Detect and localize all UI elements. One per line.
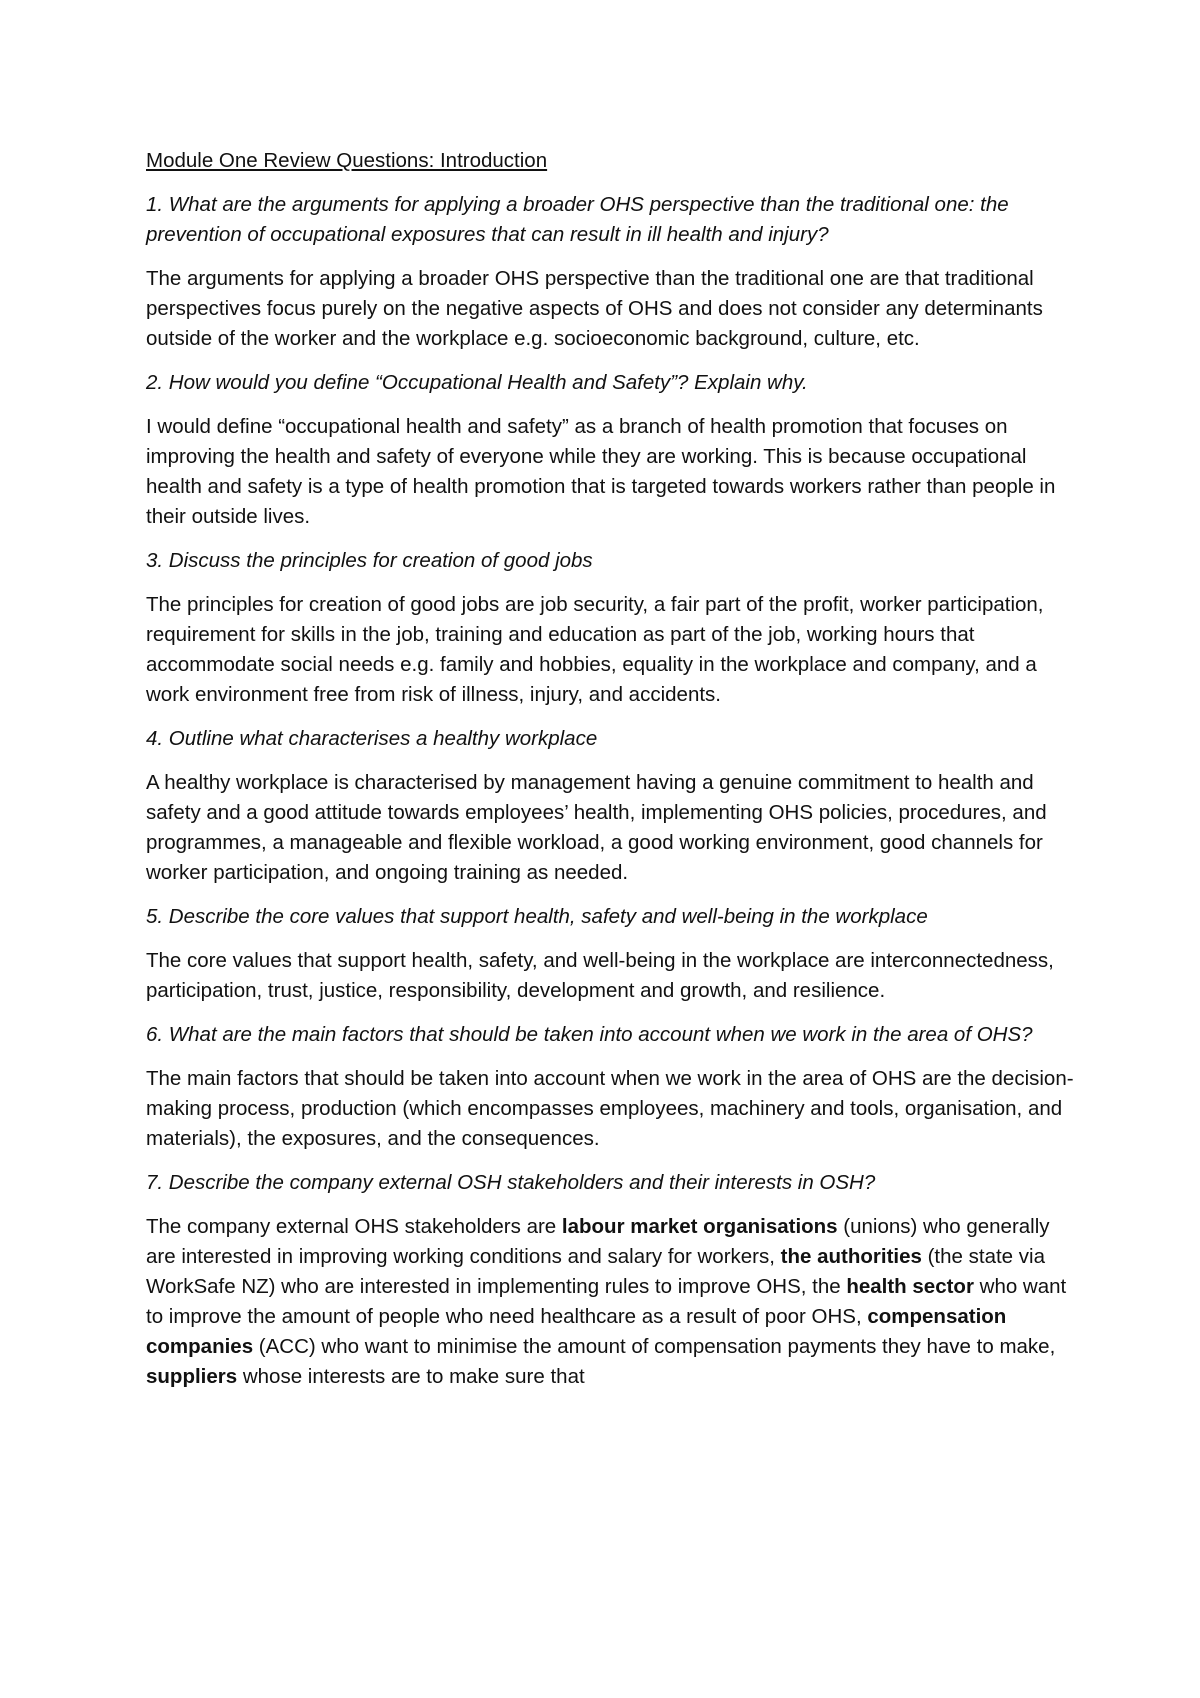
answer-7-text-4: who want to improve the amount of people who need healthcare as a result of poor OHS, <box>146 1275 1067 1328</box>
answer-7-bold-5: suppliers <box>146 1365 238 1388</box>
answer-6: The main factors that should be taken into account when we work in the area of OHS are the decision-making process, production (which encompasses employees, machinery and tools, organisation, and materials), the exposures, and the consequences. <box>146 1067 1074 1150</box>
answer-7-text-2: (unions) who generally are interested in improving working conditions and salary for workers, <box>146 1215 1050 1268</box>
answer-7-bold-3: health sector <box>846 1275 974 1298</box>
question-1: 1. What are the arguments for applying a broader OHS perspective than the traditional one: the prevention of occupational exposures that can result in ill health and injury? <box>146 193 1009 246</box>
question-2: 2. How would you define “Occupational Health and Safety”? Explain why. <box>146 371 808 394</box>
question-5: 5. Describe the core values that support health, safety and well-being in the workplace <box>146 905 928 928</box>
document-title: Module One Review Questions: Introduction <box>146 149 548 172</box>
answer-1: The arguments for applying a broader OHS perspective than the traditional one are that traditional perspectives focus purely on the negative aspects of OHS and does not consider any determinants outside of the worker and the workplace e.g. socioeconomic background, culture, etc. <box>146 267 1043 350</box>
question-3: 3. Discuss the principles for creation of good jobs <box>146 549 593 572</box>
answer-4: A healthy workplace is characterised by management having a genuine commitment to health and safety and a good attitude towards employees’ health, implementing OHS policies, procedures, and programmes, a manageable and flexible workload, a good working environment, good channels for worker participation, and ongoing training as needed. <box>146 771 1047 884</box>
answer-7-bold-1: labour market organisations <box>561 1215 838 1238</box>
answer-7-bold-4: compensation companies <box>146 1305 1007 1358</box>
answer-7-text-6: whose interests are to make sure that <box>237 1365 585 1388</box>
document-body <box>146 146 1076 1406</box>
answer-7-bold-2: the authorities <box>780 1245 922 1268</box>
question-4: 4. Outline what characterises a healthy workplace <box>146 727 598 750</box>
answer-7-text-3: (the state via WorkSafe NZ) who are interested in implementing rules to improve OHS, the <box>146 1245 1045 1298</box>
answer-7 <box>146 1212 1076 1392</box>
question-6: 6. What are the main factors that should be taken into account when we work in the area of OHS? <box>146 1023 1033 1046</box>
answer-5: The core values that support health, safety, and well-being in the workplace are interconnectedness, participation, trust, justice, responsibility, development and growth, and resilience. <box>146 949 1054 1002</box>
answer-7-text-5: (ACC) who want to minimise the amount of compensation payments they have to make, <box>253 1335 1056 1358</box>
answer-3: The principles for creation of good jobs are job security, a fair part of the profit, worker participation, requirement for skills in the job, training and education as part of the job, working hours that accommodate social needs e.g. family and hobbies, equality in the workplace and company, and a work environment free from risk of illness, injury, and accidents. <box>146 593 1044 706</box>
answer-7-text-1: The company external OHS stakeholders are <box>146 1215 562 1238</box>
answer-2: I would define “occupational health and safety” as a branch of health promotion that focuses on improving the health and safety of everyone while they are working. This is because occupational health and safety is a type of health promotion that is targeted towards workers rather than people in their outside lives. <box>146 415 1056 528</box>
question-7: 7. Describe the company external OSH stakeholders and their interests in OSH? <box>146 1171 876 1194</box>
